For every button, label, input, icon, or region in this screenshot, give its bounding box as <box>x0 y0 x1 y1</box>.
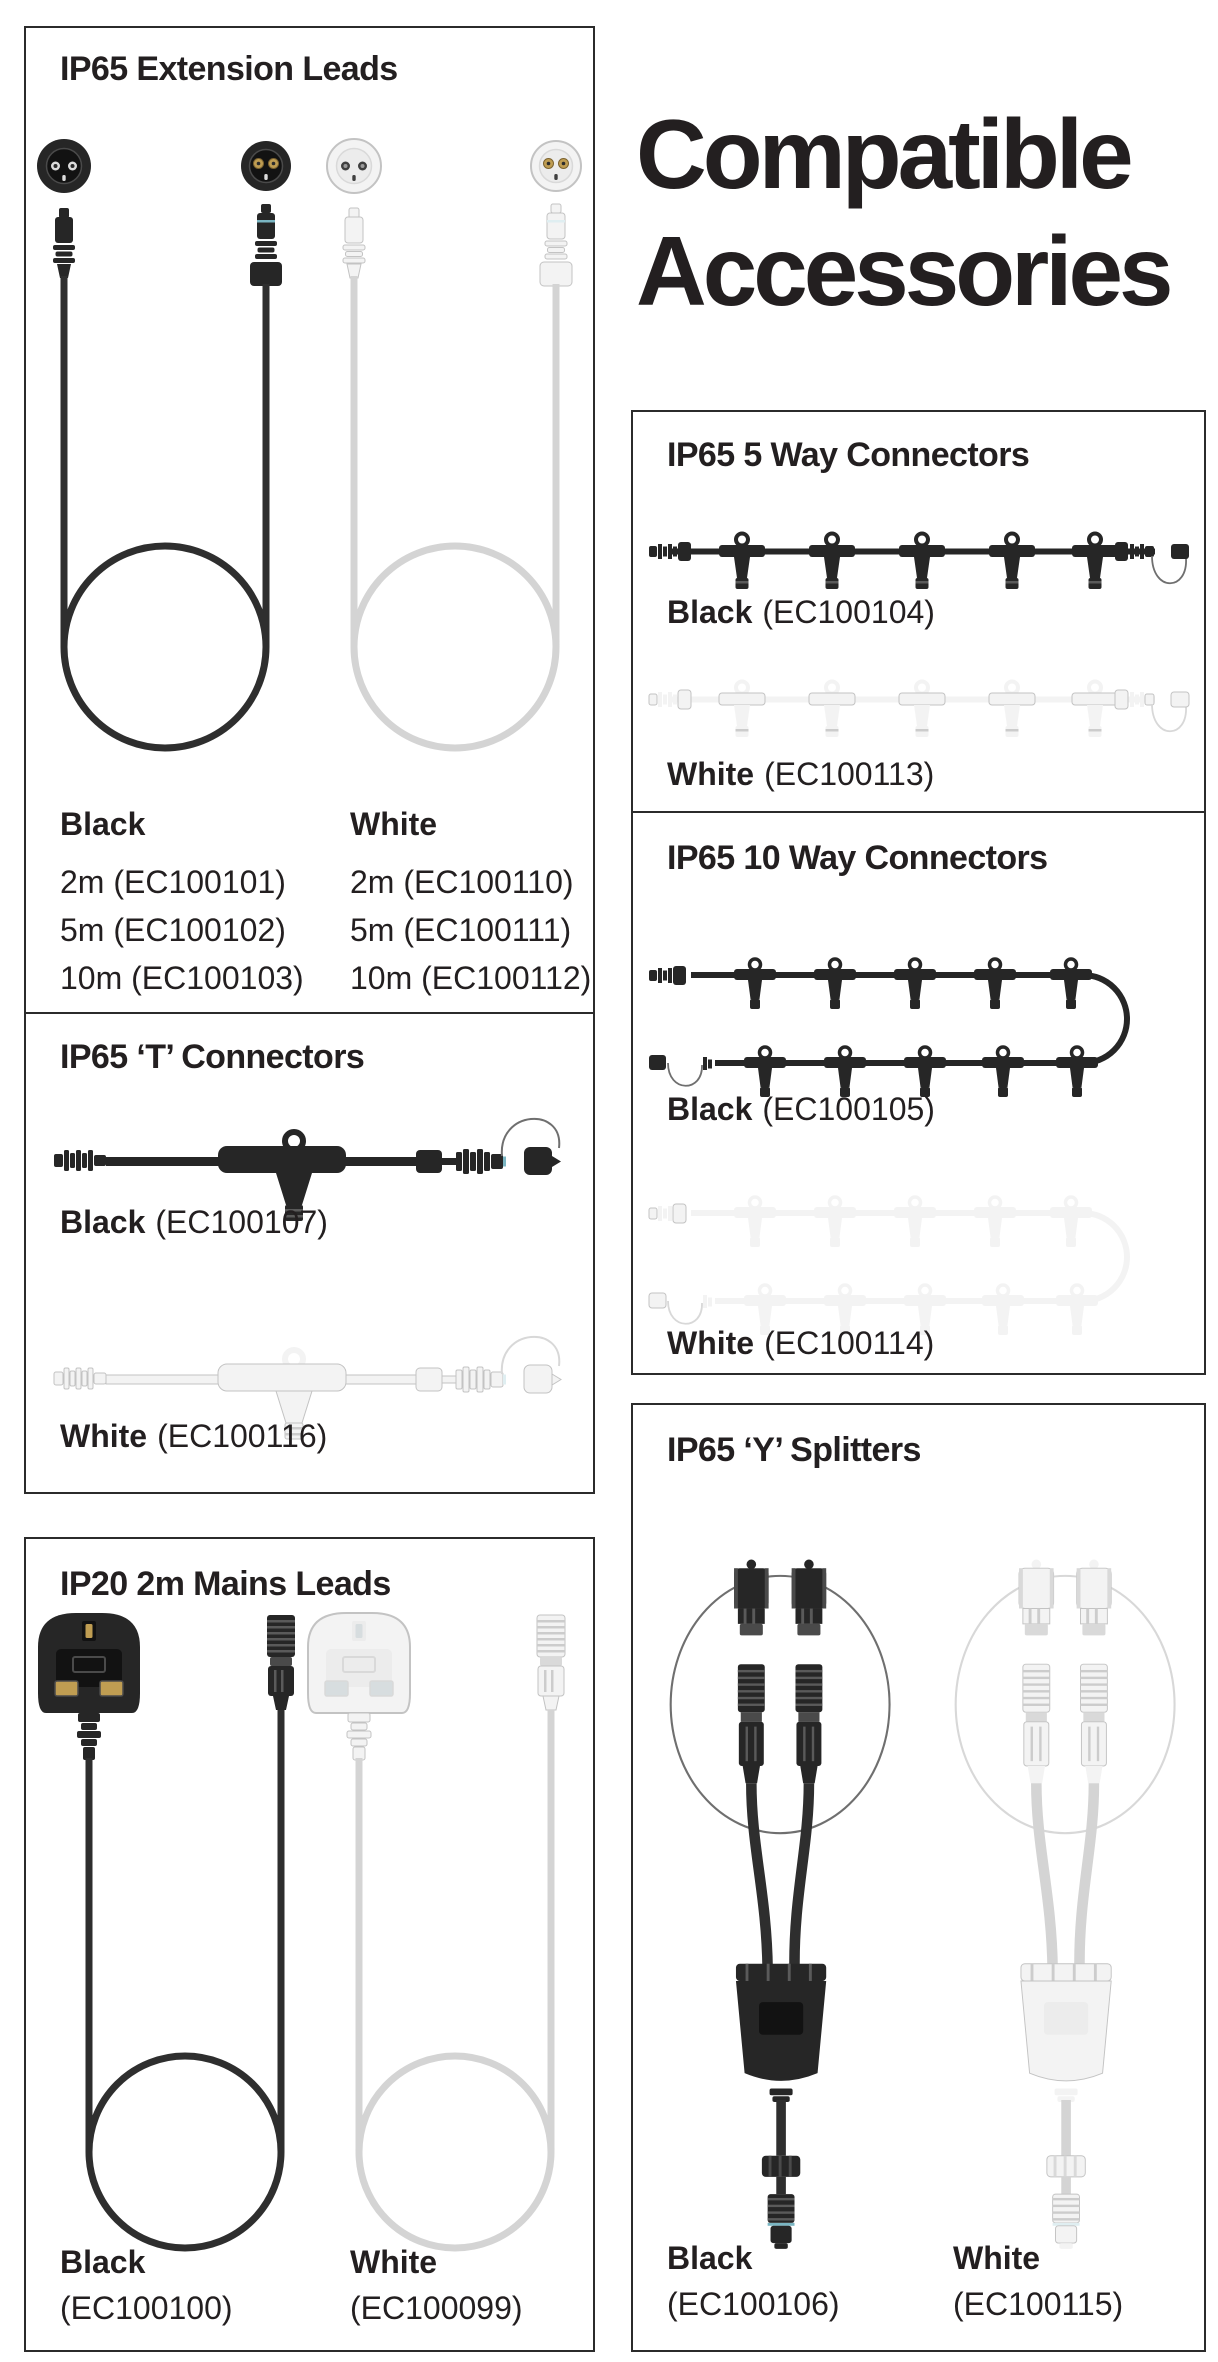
extension-leads-white-specs <box>350 800 591 1002</box>
black-label: Black <box>60 1204 146 1240</box>
white-label: White <box>667 1325 755 1361</box>
white-label: White <box>953 2240 1041 2276</box>
spec-line: 10m (EC100103) <box>60 960 304 996</box>
spec-line: 10m (EC100112) <box>350 960 592 996</box>
white-label: White <box>350 2244 438 2280</box>
section-title-ten-way: IP65 10 Way Connectors <box>667 839 1048 877</box>
black-code: (EC100100) <box>60 2290 233 2326</box>
section-title-five-way: IP65 5 Way Connectors <box>667 436 1030 474</box>
black-label: Black <box>667 1091 753 1127</box>
white-label: White <box>350 806 438 842</box>
section-title-extension-leads: IP65 Extension Leads <box>60 50 398 88</box>
section-title-t-connectors: IP65 ‘T’ Connectors <box>60 1038 365 1076</box>
white-label: White <box>667 756 755 792</box>
ten-way-black-caption <box>667 1091 935 1128</box>
ten-way-white-caption <box>667 1325 934 1362</box>
white-code: (EC100115) <box>953 2286 1124 2322</box>
section-title-mains-leads: IP20 2m Mains Leads <box>60 1565 391 1603</box>
black-code: (EC100107) <box>155 1204 328 1240</box>
section-y-splitters <box>631 1403 1206 2352</box>
spec-line: 2m (EC100101) <box>60 864 286 900</box>
white-code: (EC100114) <box>764 1325 935 1361</box>
black-code: (EC100104) <box>762 594 935 630</box>
section-title-y-splitters: IP65 ‘Y’ Splitters <box>667 1431 921 1469</box>
black-code: (EC100106) <box>667 2286 840 2322</box>
black-label: Black <box>667 594 753 630</box>
y-splitter-black-caption <box>667 2235 840 2327</box>
black-label: Black <box>667 2240 753 2276</box>
section-t-connectors <box>24 1012 595 1494</box>
white-label: White <box>60 1418 148 1454</box>
section-mains-leads <box>24 1537 595 2352</box>
spec-line: 2m (EC100110) <box>350 864 574 900</box>
extension-leads-black-specs <box>60 800 304 1002</box>
section-ten-way-connectors <box>631 811 1206 1375</box>
mains-lead-white-caption <box>350 2239 523 2331</box>
section-extension-leads <box>24 26 595 1021</box>
five-way-black-caption <box>667 594 935 631</box>
y-splitter-black-image <box>663 1505 903 2265</box>
black-code: (EC100105) <box>762 1091 935 1127</box>
page-title-line2: Accessories <box>636 216 1170 326</box>
white-code: (EC100116) <box>157 1418 328 1454</box>
t-connector-black-caption <box>60 1204 328 1241</box>
mains-lead-white-image <box>296 1587 566 2267</box>
section-five-way-connectors <box>631 410 1206 815</box>
mains-lead-black-caption <box>60 2239 233 2331</box>
y-splitter-white-image <box>948 1505 1188 2265</box>
white-code: (EC100113) <box>764 756 935 792</box>
spec-line: 5m (EC100111) <box>350 912 572 948</box>
five-way-connector-white-image <box>647 652 1192 762</box>
t-connector-white-caption <box>60 1418 327 1455</box>
extension-lead-black-image <box>28 116 298 806</box>
mains-lead-black-image <box>26 1587 296 2267</box>
page-title-line1: Compatible <box>636 99 1130 209</box>
black-label: Black <box>60 2244 146 2280</box>
black-label: Black <box>60 806 146 842</box>
five-way-white-caption <box>667 756 934 793</box>
y-splitter-white-caption <box>953 2235 1123 2327</box>
spec-line: 5m (EC100102) <box>60 912 286 948</box>
page-title <box>636 96 1170 330</box>
extension-lead-white-image <box>318 116 588 806</box>
white-code: (EC100099) <box>350 2290 523 2326</box>
